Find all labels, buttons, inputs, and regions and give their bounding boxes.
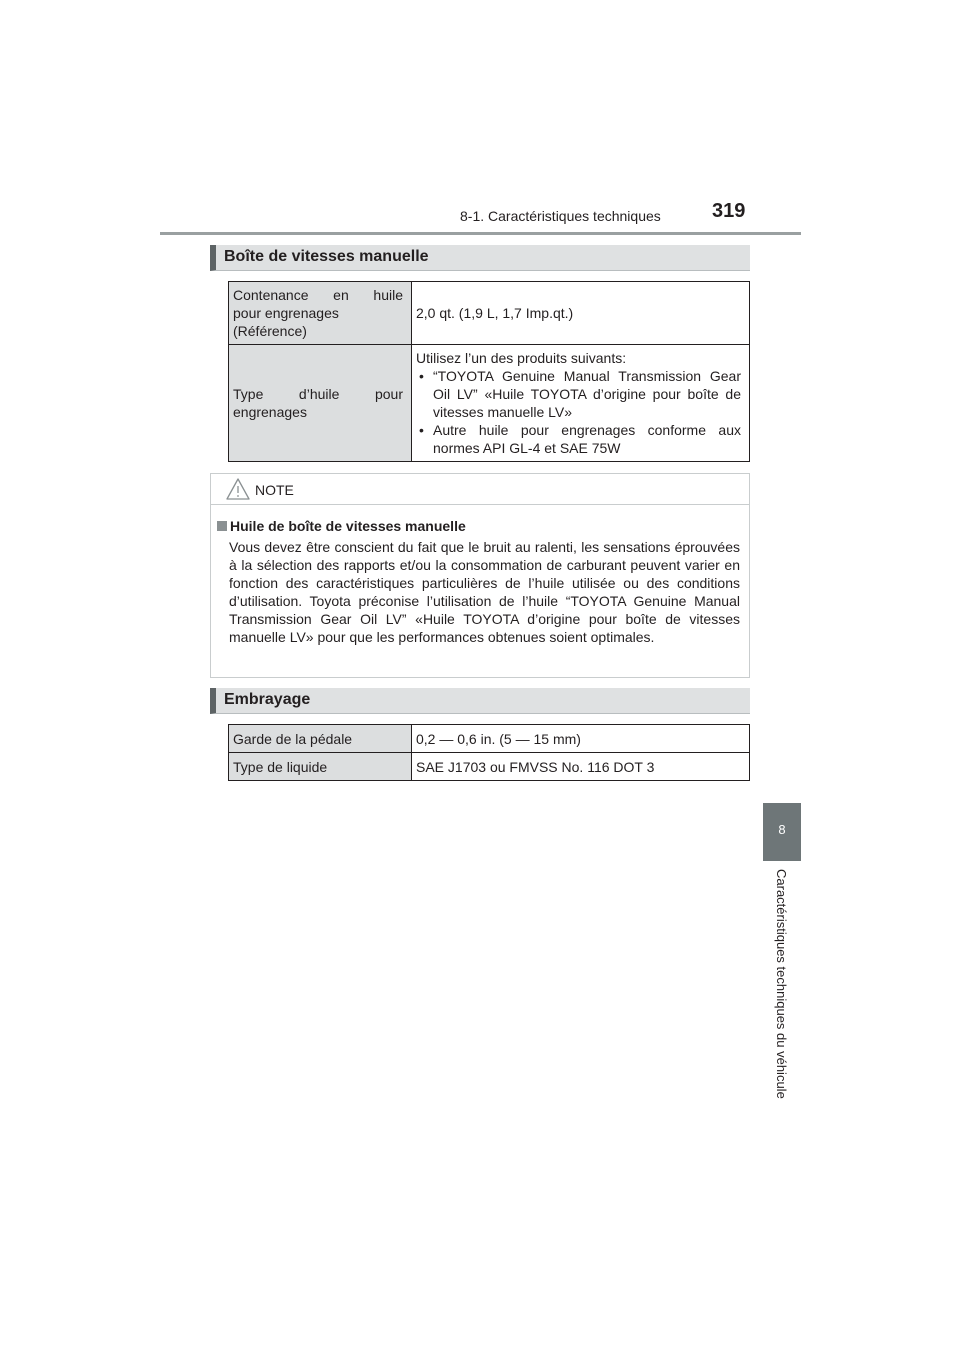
table-row — [229, 725, 750, 753]
oil-type-value — [412, 345, 750, 462]
page-header-title: 8-1. Caractéristiques techniques — [460, 208, 661, 224]
fluid-type-value: SAE J1703 ou FMVSS No. 116 DOT 3 — [412, 753, 750, 781]
list-item: • “TOYOTA Genuine Manual Transmission Gear Oil LV” «Huile TOYOTA d’origine pour boîte de vitesses manuelle LV» — [416, 367, 741, 421]
note-header — [211, 474, 749, 505]
manual-transmission-table — [228, 281, 750, 462]
table-row — [229, 282, 750, 345]
page-number: 319 — [712, 200, 746, 222]
note-box — [210, 473, 750, 678]
pedal-freeplay-label: Garde de la pédale — [229, 725, 412, 753]
section-heading-manual-transmission: Boîte de vitesses manuelle — [210, 245, 750, 271]
chapter-title: Caractéristiques techniques du véhicule — [774, 869, 789, 1099]
table-row — [229, 345, 750, 462]
oil-capacity-label: Contenance en huile pour engrenages (Référence) — [229, 282, 412, 345]
table-row — [229, 753, 750, 781]
oil-type-label: Type d’huile pour engrenages — [229, 345, 412, 462]
oil-type-intro: Utilisez l’un des produits suivants: — [416, 350, 627, 366]
fluid-type-label: Type de liquide — [229, 753, 412, 781]
list-item: • Autre huile pour engrenages conforme aux normes API GL-4 et SAE 75W — [416, 421, 741, 457]
oil-capacity-value: 2,0 qt. (1,9 L, 1,7 Imp.qt.) — [412, 282, 750, 345]
chapter-tab — [763, 803, 801, 861]
square-bullet-icon — [217, 521, 227, 531]
header-rule — [160, 232, 801, 235]
note-body: Vous devez être conscient du fait que le bruit au ralenti, les sensations éprouvées à la sélection des rapports et/ou la consommation de carburant peuvent varier en fonction des caractéristiques particulières de l’huile utilisée ou des conditions d’utilisation. Toyota préconise l’utilisation de l’huile “TOYOTA Genuine Manual Transmission Gear Oil LV” «Huile TOYOTA d’origine pour boîte de vitesses manuelle LV» pour que les performances obtenues soient optimales. — [229, 539, 740, 645]
oil-type-list — [416, 367, 741, 457]
section-heading-clutch: Embrayage — [210, 688, 750, 714]
warning-triangle-icon — [225, 477, 251, 501]
pedal-freeplay-value: 0,2 — 0,6 in. (5 — 15 mm) — [412, 725, 750, 753]
chapter-number: 8 — [778, 822, 786, 837]
note-label: NOTE — [255, 482, 294, 498]
note-subheading: Huile de boîte de vitesses manuelle — [217, 518, 466, 534]
clutch-table — [228, 724, 750, 781]
